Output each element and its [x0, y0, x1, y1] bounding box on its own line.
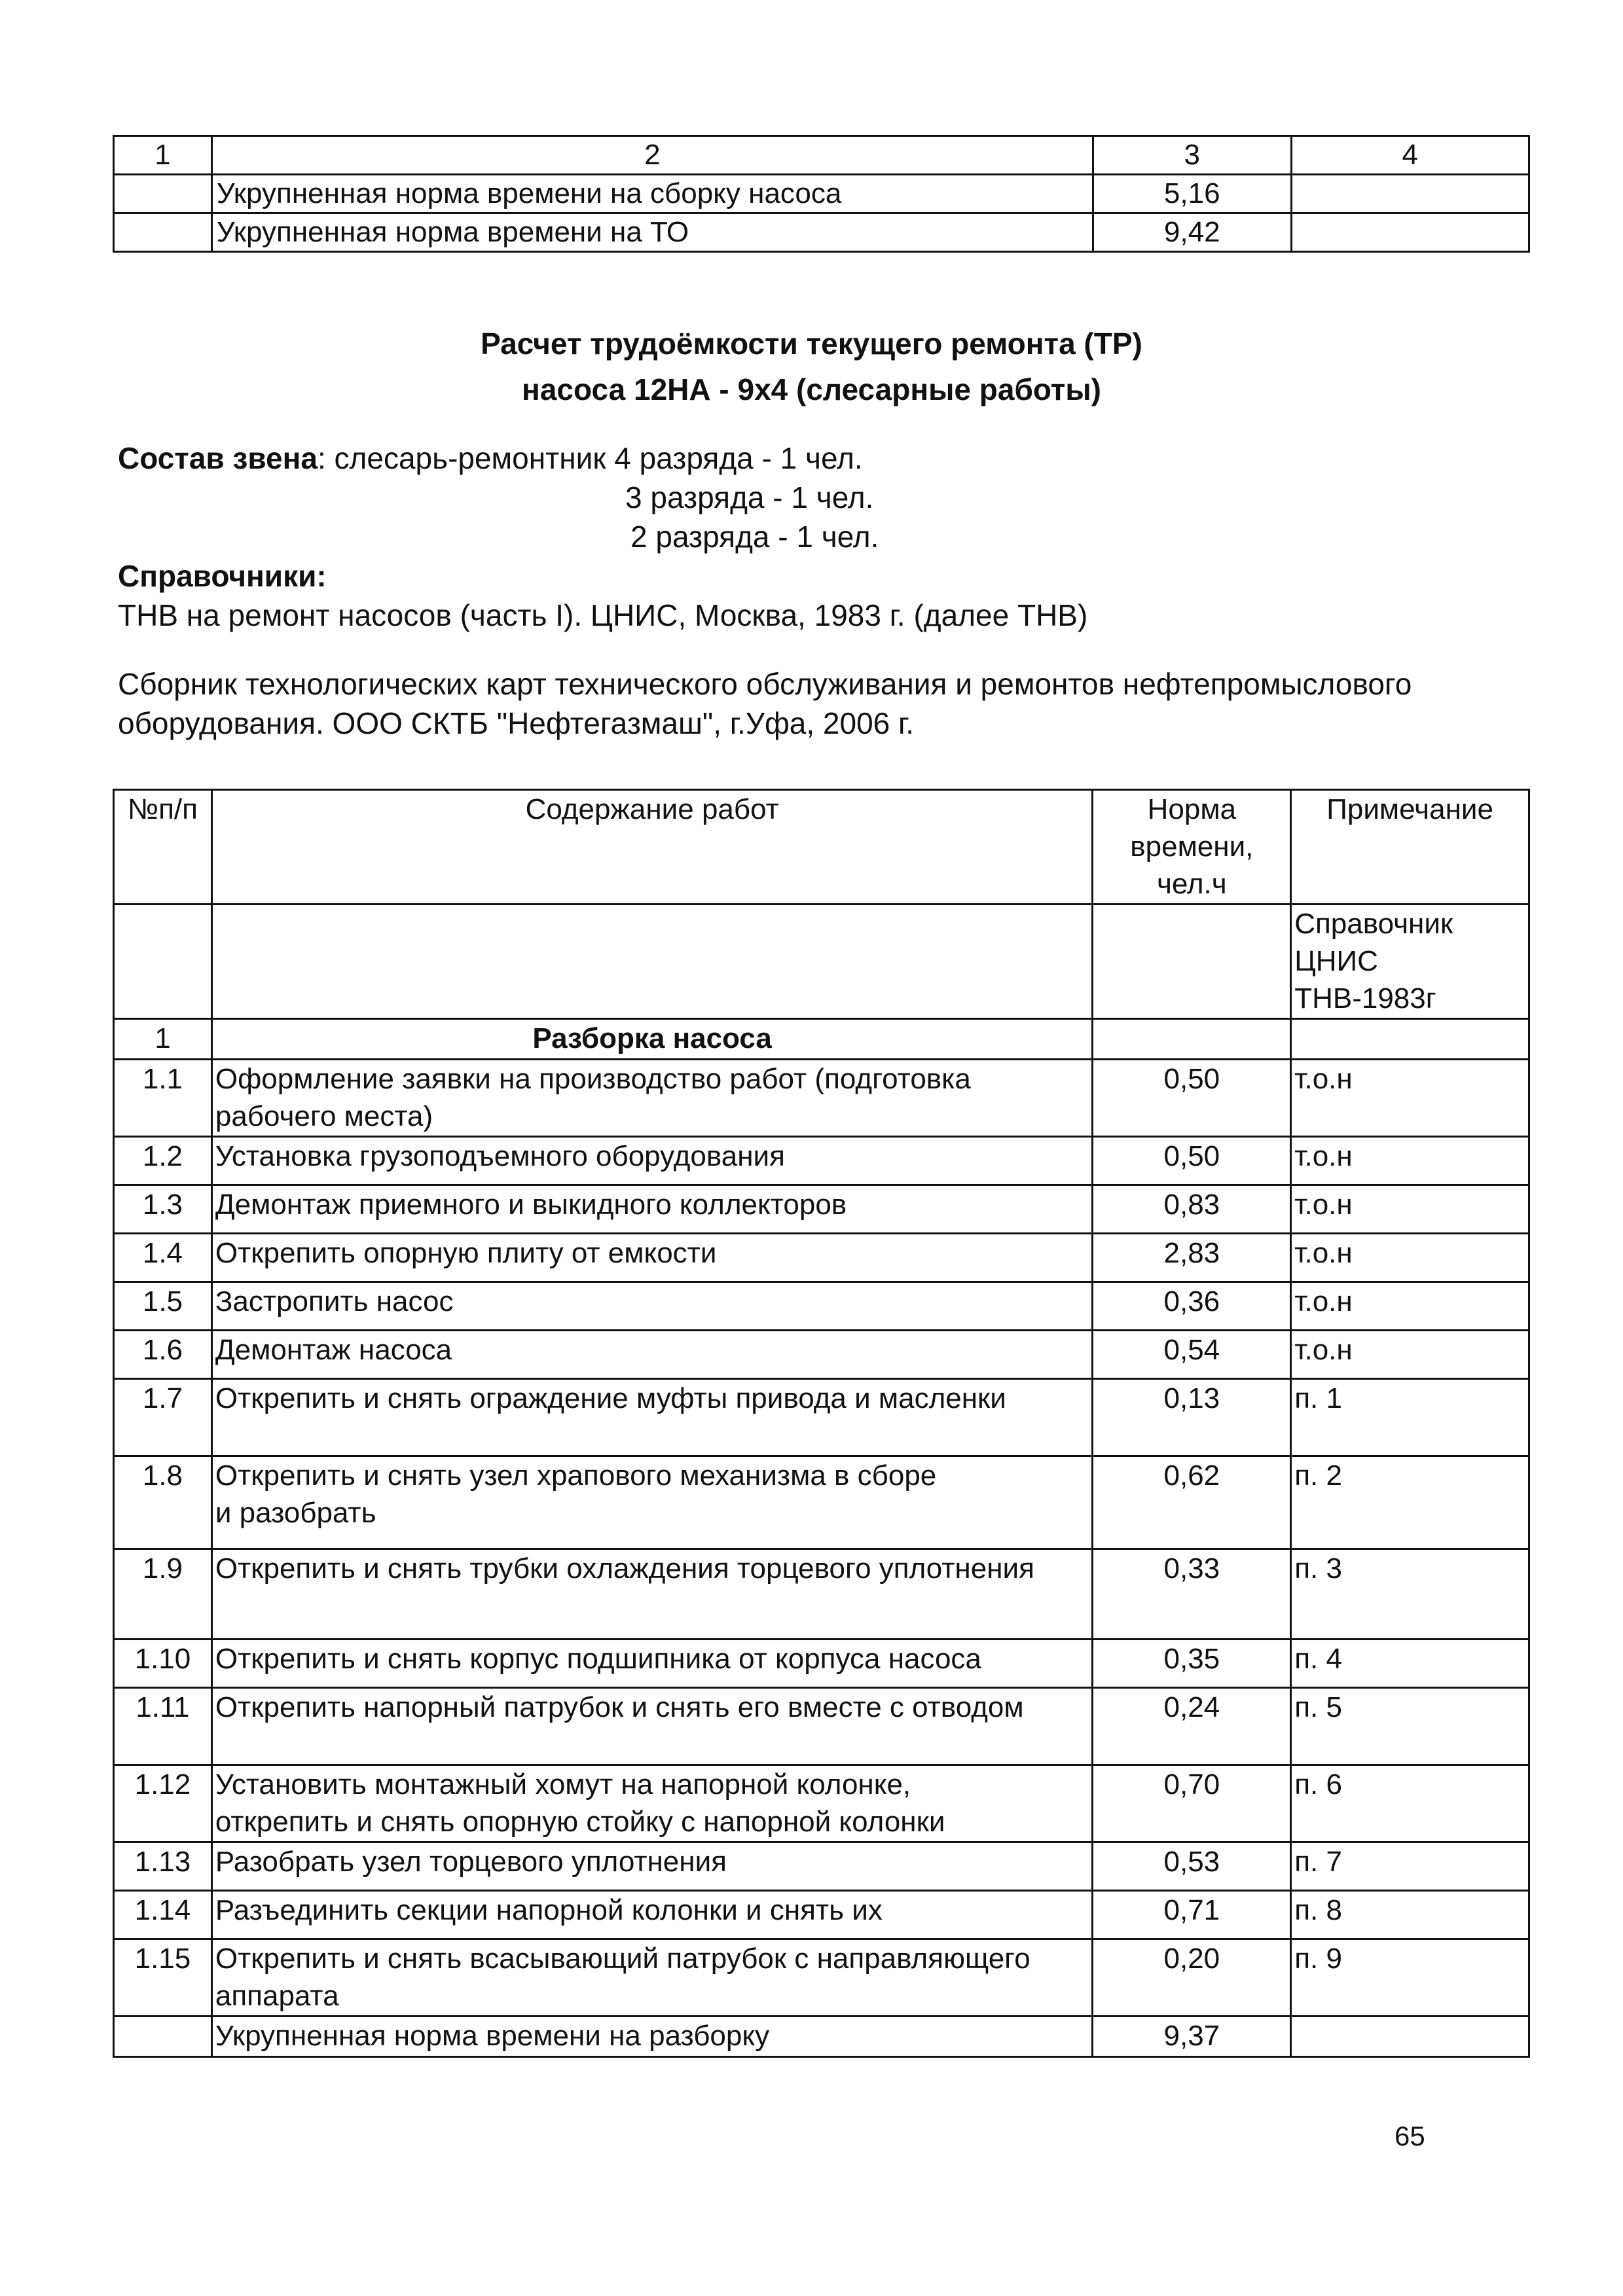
table-row: [114, 1456, 1529, 1549]
section-row: [114, 1018, 1529, 1059]
row-content-line1: Открепить напорный патрубок и снять его вместе с отводом: [215, 1691, 1024, 1723]
row-content: [211, 1185, 1093, 1233]
table-row: [114, 1330, 1529, 1378]
row-content-line1: Открепить опорную плиту от емкости: [215, 1236, 717, 1269]
reference-note-line2: ЦНИС: [1294, 944, 1378, 977]
table-row: [114, 1378, 1529, 1456]
row-norm: 0,50: [1093, 1136, 1291, 1185]
row-content-line1: Установка грузоподъемного оборудования: [215, 1139, 785, 1172]
row-num: 1.14: [114, 1890, 212, 1939]
row-norm: 0,20: [1093, 1939, 1291, 2016]
row-num: 1.1: [114, 1059, 212, 1136]
summary-table: [113, 135, 1530, 253]
header-norm-line3: чел.ч: [1156, 868, 1227, 901]
table-row: [114, 1765, 1529, 1842]
row-note: п. 8: [1291, 1890, 1529, 1939]
row-note: п. 2: [1291, 1456, 1529, 1549]
table-row: [114, 175, 1529, 213]
table-row: [114, 1233, 1529, 1282]
col-number-header: 1: [114, 136, 212, 175]
row-norm: 9,42: [1093, 213, 1291, 252]
reference-2-line1: Сборник технологических карт технического обслуживания и ремонтов нефтепромыслового: [118, 667, 1412, 701]
row-content-line1: Застропить насос: [215, 1285, 454, 1318]
row-content: [211, 1456, 1093, 1549]
row-text: Укрупненная норма времени на ТО: [211, 213, 1093, 252]
row-note: п. 7: [1291, 1842, 1529, 1890]
row-content: [211, 1378, 1093, 1456]
header-content: Содержание работ: [211, 790, 1093, 905]
row-num: 1.10: [114, 1639, 212, 1687]
row-num: 1.13: [114, 1842, 212, 1890]
row-content: [211, 1136, 1093, 1185]
table-row: [114, 1939, 1529, 2016]
row-content: [211, 1233, 1093, 1282]
row-content-line1: Оформление заявки на производство работ (подготовка: [215, 1062, 971, 1095]
row-num: 1.11: [114, 1687, 212, 1765]
row-content-line1: Открепить и снять трубки охлаждения торцевого уплотнения: [215, 1552, 1034, 1585]
reference-2-line2: оборудования. ООО СКТБ "Нефтегазмаш", г.Уфа, 2006 г.: [118, 706, 914, 740]
row-num: 1.5: [114, 1282, 212, 1330]
references-label: Справочники:: [118, 559, 327, 593]
row-content-line1: Открепить и снять всасывающий патрубок с направляющего: [215, 1942, 1030, 1975]
row-content: [211, 1549, 1093, 1639]
row-content-line2: открепить и снять опорную стойку с напорной колонки: [215, 1805, 945, 1838]
table-row: [114, 1549, 1529, 1639]
table-row: [114, 1185, 1529, 1233]
row-norm: 0,13: [1093, 1378, 1291, 1456]
row-note: п. 9: [1291, 1939, 1529, 2016]
row-note: т.о.н: [1291, 1282, 1529, 1330]
row-note: т.о.н: [1291, 1059, 1529, 1136]
crew-label: Состав звена: [118, 441, 318, 475]
header-note: Примечание: [1291, 790, 1529, 905]
work-rows: [114, 1059, 1529, 2016]
row-num: 1.3: [114, 1185, 212, 1233]
row-content: [211, 1939, 1093, 2016]
page-number: 65: [1395, 2121, 1425, 2151]
total-row: [114, 2016, 1529, 2056]
row-note: п. 5: [1291, 1687, 1529, 1765]
row-norm: 0,53: [1093, 1842, 1291, 1890]
table-row: [114, 1059, 1529, 1136]
row-content-line1: Открепить и снять ограждение муфты привода и масленки: [215, 1382, 1006, 1414]
reference-1: ТНВ на ремонт насосов (часть I). ЦНИС, Москва, 1983 г. (далее ТНВ): [118, 598, 1088, 632]
row-note: т.о.н: [1291, 1330, 1529, 1378]
row-note: т.о.н: [1291, 1185, 1529, 1233]
table-row: [114, 213, 1529, 252]
row-norm: 0,36: [1093, 1282, 1291, 1330]
crew-grade-4: : слесарь-ремонтник 4 разряда - 1 чел.: [317, 441, 863, 475]
row-content-line1: Демонтаж насоса: [215, 1333, 452, 1366]
row-norm: 0,50: [1093, 1059, 1291, 1136]
row-content-line1: Разобрать узел торцевого уплотнения: [215, 1845, 727, 1878]
row-norm: 0,71: [1093, 1890, 1291, 1939]
work-content-table: [113, 789, 1530, 2058]
row-content-line2: аппарата: [215, 1979, 339, 2012]
col-number-header: 2: [211, 136, 1093, 175]
row-num: 1.12: [114, 1765, 212, 1842]
section-title: Разборка насоса: [211, 1018, 1093, 1059]
row-text: Укрупненная норма времени на сборку насоса: [211, 175, 1093, 213]
row-content: [211, 1639, 1093, 1687]
row-content-line1: Открепить и снять корпус подшипника от корпуса насоса: [215, 1642, 981, 1675]
row-note: п. 1: [1291, 1378, 1529, 1456]
row-norm: 0,62: [1093, 1456, 1291, 1549]
row-content-line1: Разъединить секции напорной колонки и снять их: [215, 1893, 883, 1926]
row-note: [1291, 175, 1529, 213]
reference-row: [114, 904, 1529, 1018]
total-norm: 9,37: [1093, 2016, 1291, 2056]
row-num: 1.9: [114, 1549, 212, 1639]
document-title-line1: Расчет трудоёмкости текущего ремонта (ТР): [481, 327, 1142, 361]
row-num: [114, 175, 212, 213]
crew-grade-3: 3 разряда - 1 чел.: [625, 480, 874, 514]
header-norm-line1: Норма: [1147, 793, 1237, 825]
row-num: [114, 213, 212, 252]
row-note: [1291, 213, 1529, 252]
row-norm: 0,70: [1093, 1765, 1291, 1842]
row-content-line2: и разобрать: [215, 1496, 376, 1529]
table-header-row: [114, 136, 1529, 175]
row-num: 1.7: [114, 1378, 212, 1456]
table-row: [114, 1687, 1529, 1765]
row-norm: 5,16: [1093, 175, 1291, 213]
col-number-header: 4: [1291, 136, 1529, 175]
table-row: [114, 1890, 1529, 1939]
row-content-line2: рабочего места): [215, 1100, 433, 1132]
row-content-line1: Установить монтажный хомут на напорной колонке,: [215, 1768, 911, 1801]
row-norm: 2,83: [1093, 1233, 1291, 1282]
row-note: т.о.н: [1291, 1233, 1529, 1282]
row-content: [211, 1330, 1093, 1378]
row-num: 1.15: [114, 1939, 212, 2016]
header-norm-line2: времени,: [1130, 831, 1254, 863]
row-note: п. 6: [1291, 1765, 1529, 1842]
row-num: 1.8: [114, 1456, 212, 1549]
table-row: [114, 1842, 1529, 1890]
header-norm: [1093, 790, 1291, 905]
reference-note-line1: Справочник: [1294, 907, 1453, 940]
table-row: [114, 1639, 1529, 1687]
row-content: [211, 1765, 1093, 1842]
row-content-line1: Демонтаж приемного и выкидного коллекторов: [215, 1188, 847, 1221]
total-text: Укрупненная норма времени на разборку: [211, 2016, 1093, 2056]
row-content: [211, 1890, 1093, 1939]
table-header-row: [114, 790, 1529, 905]
row-norm: 0,24: [1093, 1687, 1291, 1765]
row-content: [211, 1059, 1093, 1136]
row-content-line1: Открепить и снять узел храпового механизма в сборе: [215, 1459, 937, 1492]
crew-grade-2: 2 разряда - 1 чел.: [630, 520, 879, 554]
row-note: п. 3: [1291, 1549, 1529, 1639]
header-num: №п/п: [114, 790, 212, 905]
table-row: [114, 1136, 1529, 1185]
reference-note-line3: ТНВ-1983г: [1294, 982, 1436, 1014]
row-num: 1.2: [114, 1136, 212, 1185]
section-num: 1: [114, 1018, 212, 1059]
row-norm: 0,33: [1093, 1549, 1291, 1639]
reference-note: [1291, 904, 1529, 1018]
row-norm: 0,35: [1093, 1639, 1291, 1687]
row-note: п. 4: [1291, 1639, 1529, 1687]
row-norm: 0,83: [1093, 1185, 1291, 1233]
row-content: [211, 1687, 1093, 1765]
crew-line-1: [118, 439, 863, 478]
table-row: [114, 1282, 1529, 1330]
row-num: 1.4: [114, 1233, 212, 1282]
row-content: [211, 1842, 1093, 1890]
row-norm: 0,54: [1093, 1330, 1291, 1378]
row-note: т.о.н: [1291, 1136, 1529, 1185]
col-number-header: 3: [1093, 136, 1291, 175]
row-content: [211, 1282, 1093, 1330]
row-num: 1.6: [114, 1330, 212, 1378]
document-title-line2: насоса 12НА - 9х4 (слесарные работы): [522, 372, 1101, 406]
